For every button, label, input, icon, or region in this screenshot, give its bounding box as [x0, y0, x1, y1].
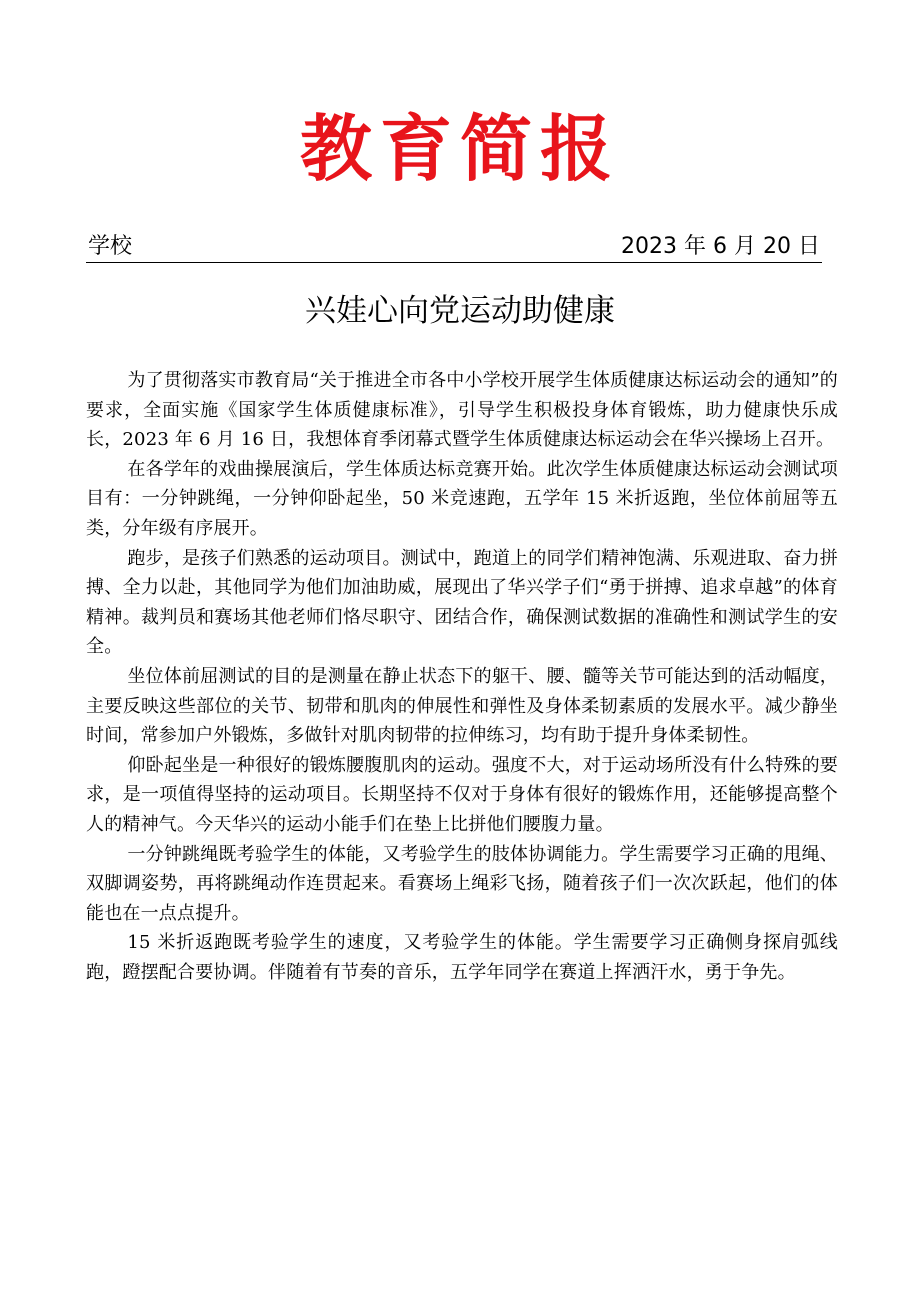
masthead-title: 教育简报	[299, 106, 620, 191]
paragraph: 15 米折返跑既考验学生的速度，又考验学生的体能。学生需要学习正确侧身探肩弧线跑，蹬摆配合要协调。伴随着有节奏的音乐，五学年同学在赛道上挥洒汗水，勇于争先。	[86, 932, 838, 983]
paragraph: 一分钟跳绳既考验学生的体能，又考验学生的肢体协调能力。学生需要学习正确的甩绳、双脚调姿势，再将跳绳动作连贯起来。看赛场上绳彩飞扬，随着孩子们一次次跃起，他们的体能也在一点点提升。	[86, 843, 838, 924]
paragraph: 仰卧起坐是一种很好的锻炼腰腹肌肉的运动。强度不大，对于运动场所没有什么特殊的要求，是一项值得坚持的运动项目。长期坚持不仅对于身体有很好的锻炼作用，还能够提高整个人的精神气。今天华兴的运动小能手们在垫上比拼他们腰腹力量。	[86, 754, 838, 835]
school-label: 学校	[88, 234, 133, 259]
article-body	[86, 366, 838, 987]
paragraph: 跑步，是孩子们熟悉的运动项目。测试中，跑道上的同学们精神饱满、乐观进取、奋力拼搏、全力以赴，其他同学为他们加油助威，展现出了华兴学子们“勇于拼搏、追求卓越”的体育精神。裁判员和赛场其他老师们恪尽职守、团结合作，确保测试数据的准确性和测试学生的安全。	[86, 547, 838, 658]
paragraph: 在各学年的戏曲操展演后，学生体质达标竞赛开始。此次学生体质健康达标运动会测试项目有：一分钟跳绳，一分钟仰卧起坐，50 米竞速跑，五学年 15 米折返跑，坐位体前屈等五类，分年级有序展开。	[86, 458, 838, 539]
paragraph: 为了贯彻落实市教育局“关于推进全市各中小学校开展学生体质健康达标运动会的通知”的要求，全面实施《国家学生体质健康标准》，引导学生积极投身体育锻炼，助力健康快乐成长，2023 年 6 月 16 日，我想体育季闭幕式暨学生体质健康达标运动会在华兴操场上召开。	[86, 370, 838, 451]
issue-date: 2023 年 6 月 20 日	[621, 234, 820, 259]
paragraph: 坐位体前屈测试的目的是测量在静止状态下的躯干、腰、髓等关节可能达到的活动幅度，主要反映这些部位的关节、韧带和肌肉的伸展性和弹性及身体柔韧素质的发展水平。减少静坐时间，常参加户外锻炼，多做针对肌肉韧带的拉伸练习，均有助于提升身体柔韧性。	[86, 665, 838, 747]
article-title: 兴娃心向党运动助健康	[305, 293, 615, 329]
header-info-line	[86, 232, 822, 263]
